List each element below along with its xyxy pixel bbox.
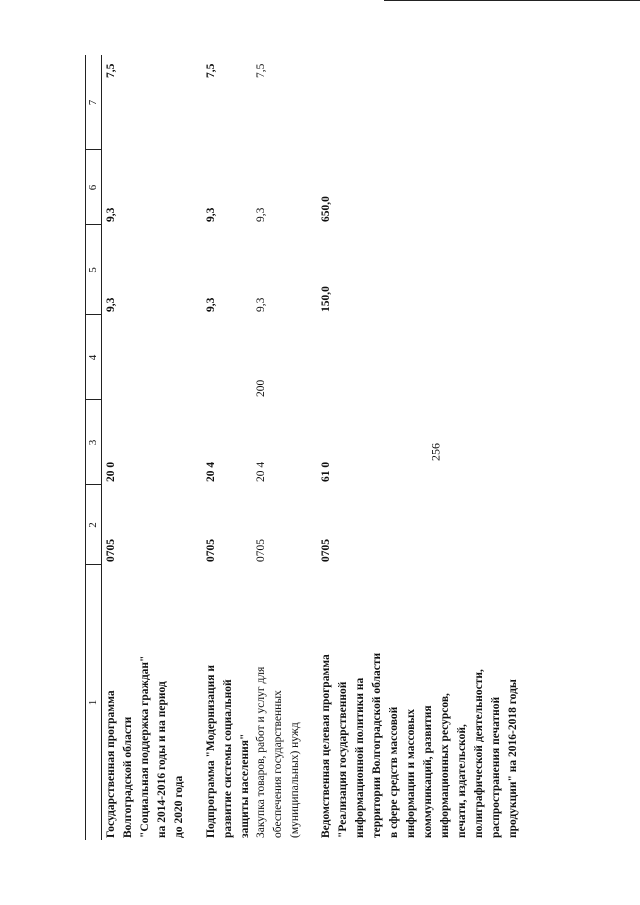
- row-program: 61 0: [320, 461, 332, 482]
- row-type: 200: [255, 379, 267, 397]
- page-number: 256: [428, 443, 443, 461]
- row-name: Государственная программа Волгоградской области "Социальная поддержка граждан" на 2014-2016 годы и на период до 2020 года: [105, 655, 185, 838]
- header-col-5: 5: [87, 267, 99, 273]
- header-col-7: 7: [87, 99, 99, 106]
- row-program: 20 4: [205, 461, 217, 482]
- row-value-7: 7,5: [205, 63, 217, 78]
- row-name: Ведомственная целевая программа "Реализация государственной информационной политики на территории Волгоградской области в сфере средств массовой информации и массовых коммуникаций, развития информационных ресурсов, печати, издательской, полиграфической деятельности, распространения печатной продукции" на 2016-2018 годы: [320, 652, 519, 838]
- row-code: 0705: [105, 539, 117, 562]
- header-col-1: 1: [87, 699, 99, 706]
- row-value-5: 9,3: [255, 297, 267, 312]
- header-col-2: 2: [87, 522, 99, 528]
- row-name: Подпрограмма "Модернизация и развитие системы социальной защиты населения": [205, 665, 251, 838]
- row-code: 0705: [320, 539, 332, 562]
- row-value-7: 7,5: [105, 63, 117, 78]
- header-col-3: 3: [87, 439, 99, 446]
- header-col-6: 6: [87, 184, 99, 191]
- header-col-4: 4: [87, 354, 99, 361]
- top-rule: [384, 0, 640, 1]
- row-value-5: 9,3: [205, 297, 217, 312]
- row-program: 20 4: [255, 461, 267, 482]
- row-value-6: 9,3: [255, 207, 267, 222]
- row-code: 0705: [255, 539, 267, 562]
- row-value-6: 9,3: [205, 207, 217, 222]
- row-value-7: 7,5: [255, 63, 267, 78]
- row-value-6: 650,0: [320, 196, 332, 222]
- row-name: Закупка товаров, работ и услуг для обеспечения государственных (муниципальных) нужд: [255, 666, 301, 838]
- budget-table: [85, 55, 640, 840]
- header-bottom-border: [101, 55, 102, 840]
- row-value-5: 150,0: [320, 286, 332, 312]
- row-code: 0705: [205, 539, 217, 562]
- row-value-5: 9,3: [105, 297, 117, 312]
- row-value-6: 9,3: [105, 207, 117, 222]
- row-program: 20 0: [105, 461, 117, 482]
